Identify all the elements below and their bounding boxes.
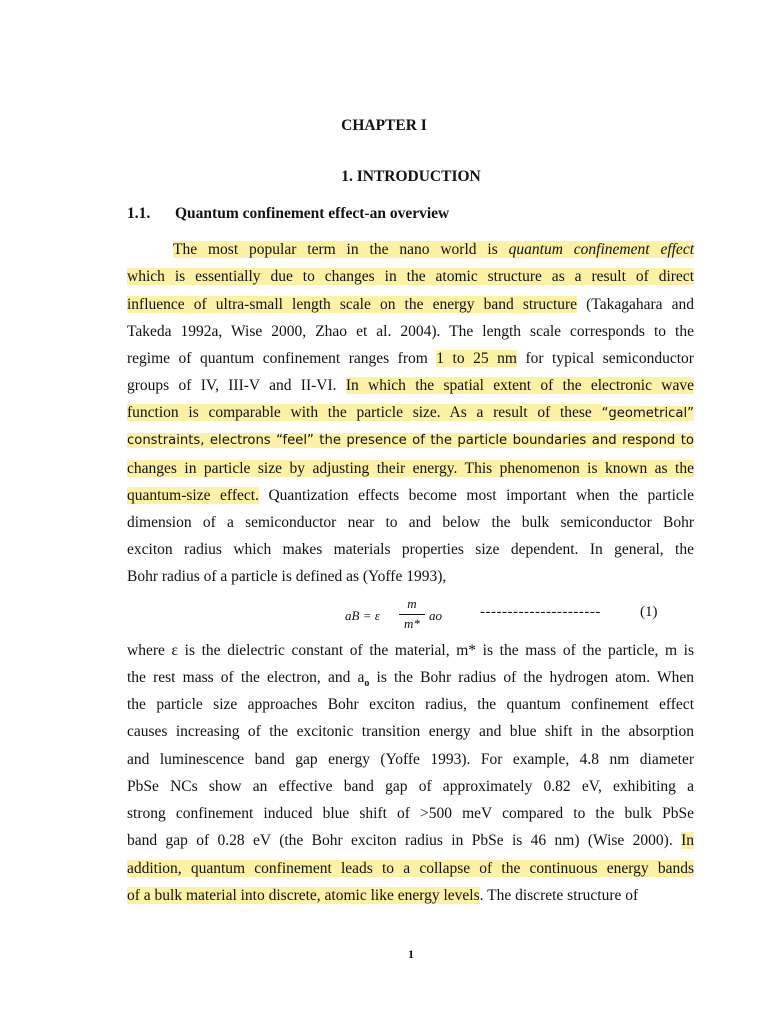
equation-leader: ---------------------- bbox=[480, 604, 601, 620]
equation-lhs: aB = ε bbox=[345, 608, 380, 623]
paragraph-line: PbSe NCs show an effective band gap of approximately 0.82 eV, exhibiting a bbox=[127, 778, 694, 795]
equation-number: (1) bbox=[640, 604, 658, 620]
equation-rhs: ao bbox=[429, 608, 442, 623]
paragraph-line: band gap of 0.28 eV (the Bohr exciton radius in PbSe is 46 nm) (Wise 2000). In bbox=[127, 832, 694, 849]
section-number: 1.1. bbox=[127, 205, 151, 222]
paragraph-line: which is essentially due to changes in the atomic structure as a result of direct bbox=[127, 268, 694, 285]
paragraph-line: changes in particle size by adjusting their energy. This phenomenon is known as the bbox=[127, 460, 694, 477]
equation-denominator: m* bbox=[404, 616, 420, 631]
page-number: 1 bbox=[408, 947, 414, 961]
paragraph-line: of a bulk material into discrete, atomic like energy levels. The discrete structure of bbox=[127, 887, 639, 904]
equation-fraction bbox=[399, 596, 425, 632]
paragraph-line: causes increasing of the excitonic transition energy and blue shift in the absorption bbox=[127, 723, 694, 740]
paragraph-line: where ε is the dielectric constant of the material, m* is the mass of the particle, m is bbox=[127, 642, 694, 659]
paragraph-line: dimension of a semiconductor near to and below the bulk semiconductor Bohr bbox=[127, 514, 694, 531]
fraction-bar bbox=[399, 614, 425, 615]
section-title: Quantum confinement effect-an overview bbox=[175, 205, 450, 222]
paragraph-line: Takeda 1992a, Wise 2000, Zhao et al. 2004). The length scale corresponds to the bbox=[127, 323, 694, 340]
paragraph-line: constraints, electrons “feel” the presence of the particle boundaries and respond to bbox=[127, 433, 694, 448]
paragraph-line: addition, quantum confinement leads to a collapse of the continuous energy bands bbox=[127, 860, 694, 877]
paragraph-line: quantum-size effect. Quantization effects become most important when the particle bbox=[127, 487, 694, 504]
equation-numerator: m bbox=[407, 596, 417, 611]
paragraph-line: function is comparable with the particle size. As a result of these “geometrical” bbox=[127, 404, 694, 421]
paragraph-line: The most popular term in the nano world is quantum confinement effect bbox=[173, 241, 695, 258]
bohr-radius-equation bbox=[345, 596, 745, 636]
paragraph-line: groups of IV, III-V and II-VI. In which the spatial extent of the electronic wave bbox=[127, 377, 694, 394]
paragraph-line: influence of ultra-small length scale on the energy band structure (Takagahara and bbox=[127, 296, 694, 313]
paragraph-line: the particle size approaches Bohr exciton radius, the quantum confinement effect bbox=[127, 696, 694, 713]
paragraph-line: strong confinement induced blue shift of >500 meV compared to the bulk PbSe bbox=[127, 805, 694, 822]
paragraph-line: and luminescence band gap energy (Yoffe 1993). For example, 4.8 nm diameter bbox=[127, 751, 694, 768]
section-heading bbox=[127, 205, 449, 223]
paragraph-line: exciton radius which makes materials properties size dependent. In general, the bbox=[127, 541, 694, 558]
introduction-heading: 1. INTRODUCTION bbox=[341, 168, 481, 185]
chapter-heading: CHAPTER I bbox=[341, 117, 427, 134]
paragraph-line: the rest mass of the electron, and $a_o$ is the Bohr radius of the hydrogen atom. When bbox=[127, 669, 694, 690]
paragraph-line: regime of quantum confinement ranges from 1 to 25 nm for typical semiconductor bbox=[127, 350, 694, 367]
paragraph-line: Bohr radius of a particle is defined as (Yoffe 1993), bbox=[127, 568, 447, 585]
